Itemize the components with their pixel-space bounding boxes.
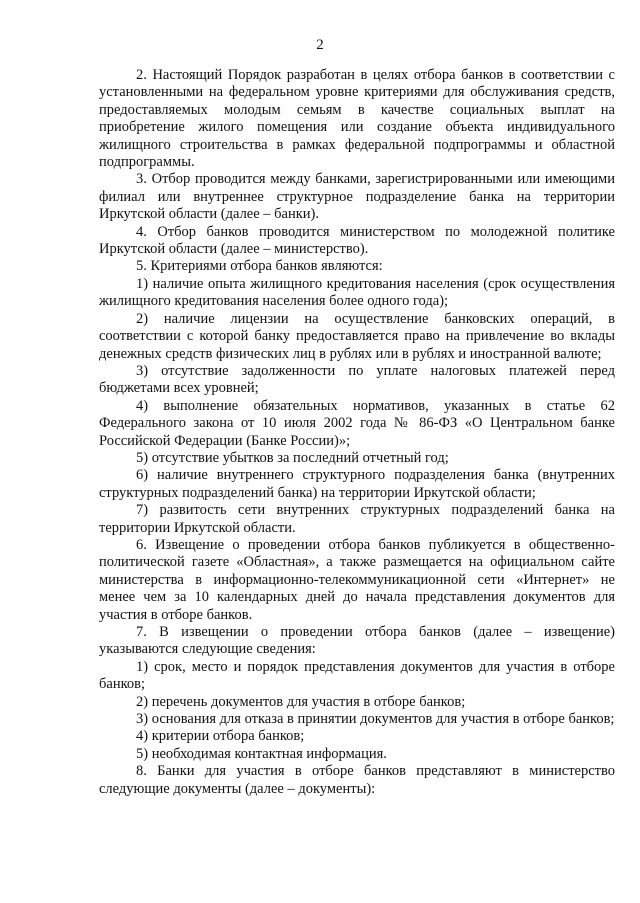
document-body: [99, 67, 615, 798]
criteria-item-1: 1) наличие опыта жилищного кредитования населения (срок осуществления жилищного кредитования населения более одного года);: [99, 275, 615, 310]
criteria-item-2: 2) наличие лицензии на осуществление банковских операций, в соответствии с которой банку предоставляется право на привлечение во вклады денежных средств физических лиц в рублях или в рублях и иностранной валюте;: [99, 310, 615, 362]
criteria-item-7: 7) развитость сети внутренних структурных подразделений банка на территории Иркутской области.: [99, 502, 615, 536]
notice-item-5: 5) необходимая контактная информация.: [136, 745, 387, 762]
paragraph-4: 4. Отбор банков проводится министерством по молодежной политике Иркутской области (далее – министерство).: [99, 223, 615, 258]
criteria-item-3: 3) отсутствие задолженности по уплате налоговых платежей перед бюджетами всех уровней;: [99, 362, 615, 397]
criteria-item-5: 5) отсутствие убытков за последний отчетный год;: [136, 449, 449, 466]
paragraph-6: 6. Извещение о проведении отбора банков публикуется в общественно-политической газете «Областная», а также размещается на официальном сайте министерства в информационно-телекоммуникационной сети «Интернет» не менее чем за 10 календарных дней до начала представления документов для участия в отборе банков.: [99, 536, 615, 623]
paragraph-2: 2. Настоящий Порядок разработан в целях отбора банков в соответствии с установленными на федеральном уровне критериями для обслуживания средств, предоставляемых молодым семьям в качестве социальных выплат на приобретение жилого помещения или создание объекта индивидуального жилищного строительства в рамках федеральной подпрограммы и областной подпрограммы.: [99, 67, 615, 171]
paragraph-7: 7. В извещении о проведении отбора банков (далее – извещение) указываются следующие сведения:: [99, 624, 615, 658]
notice-item-3: 3) основания для отказа в принятии документов для участия в отборе банков;: [136, 711, 615, 728]
criteria-item-4: 4) выполнение обязательных нормативов, указанных в статье 62 Федерального закона от 10 июля 2002 года № 86-ФЗ «О Центральном банке Российской Федерации (Банке России)»;: [99, 397, 615, 449]
criteria-item-6: 6) наличие внутреннего структурного подразделения банка (внутренних структурных подразделений банка) на территории Иркутской области;: [99, 467, 615, 501]
notice-item-4: 4) критерии отбора банков;: [136, 728, 305, 745]
paragraph-5: 5. Критериями отбора банков являются:: [136, 258, 383, 275]
paragraph-3: 3. Отбор проводится между банками, зарегистрированными или имеющими филиал или внутреннее структурное подразделение банка на территории Иркутской области (далее – банки).: [99, 171, 615, 223]
notice-item-1: 1) срок, место и порядок представления документов для участия в отборе банков;: [99, 658, 615, 693]
notice-item-2: 2) перечень документов для участия в отборе банков;: [136, 693, 466, 710]
page-number: 2: [316, 37, 324, 53]
paragraph-8: 8. Банки для участия в отборе банков представляют в министерство следующие документы (далее – документы):: [99, 763, 615, 797]
